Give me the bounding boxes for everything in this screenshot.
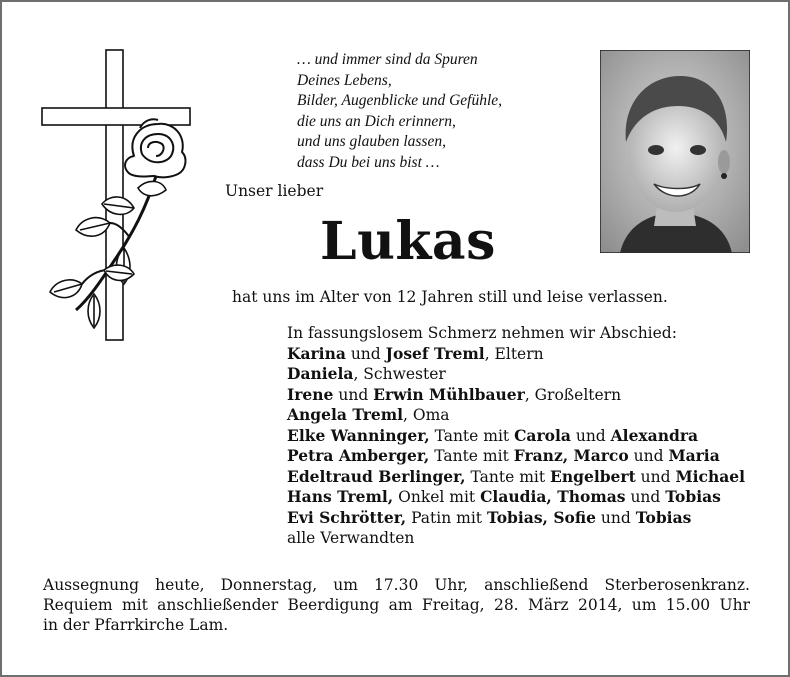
mourner-name: Edeltraud Berlinger, xyxy=(287,466,466,486)
mourner-relation: Onkel mit xyxy=(393,488,481,506)
mourners-heading: In fassungslosem Schmerz nehmen wir Abschied: xyxy=(287,324,677,342)
mourner-relation: und xyxy=(628,447,669,465)
poem-line: … und immer sind da Spuren xyxy=(297,51,478,68)
notice-line: in der Pfarrkirche Lam. xyxy=(43,616,229,634)
notice-line: Requiem mit anschließender Beerdigung am Freitag, 28. März 2014, um 15.00 Uhr xyxy=(43,596,750,614)
mourner-relation: , Schwester xyxy=(353,365,446,383)
mourner-relation: und xyxy=(596,508,636,527)
poem-line: die uns an Dich erinnern, xyxy=(297,112,456,130)
mourner-relation: und xyxy=(570,426,611,445)
cross-with-rose-icon xyxy=(38,48,198,348)
mourner-relation: Tante mit xyxy=(429,426,515,445)
mourner-name: Tobias xyxy=(665,487,721,506)
mourner-relation: und xyxy=(635,467,676,486)
mourner-name: Tobias, Sofie xyxy=(486,507,596,527)
poem-line: Bilder, Augenblicke und Gefühle, xyxy=(297,92,503,109)
poem-line: Deines Lebens, xyxy=(297,71,392,89)
mourner-name: Erwin Mühlbauer xyxy=(373,384,525,404)
mourner-relation: alle Verwandten xyxy=(287,529,415,547)
mourner-name: Petra Amberger, xyxy=(287,446,430,465)
mourner-name: Irene xyxy=(287,384,334,404)
mourner-line xyxy=(287,508,745,529)
mourner-name: Daniela xyxy=(287,364,354,383)
mourner-name: Claudia, Thomas xyxy=(480,487,626,506)
poem-line: und uns glauben lassen, xyxy=(297,133,446,150)
mourner-relation: , Oma xyxy=(403,406,450,424)
mourner-relation: und xyxy=(345,344,386,363)
mourner-relation: , Eltern xyxy=(484,344,544,363)
mourner-name: Evi Schrötter, xyxy=(287,507,407,527)
mourner-lines xyxy=(287,344,745,549)
mourner-name: Josef Treml xyxy=(385,343,485,363)
mourner-line xyxy=(287,467,745,488)
mourner-name: Carola xyxy=(514,425,571,445)
mourner-relation: , Großeltern xyxy=(524,385,622,404)
mourner-line xyxy=(287,385,745,406)
mourner-relation: Tante mit xyxy=(429,447,514,465)
poem-line: dass Du bei uns bist … xyxy=(297,153,440,171)
mourner-relation: Tante mit xyxy=(465,467,551,486)
mourner-name: Franz, Marco xyxy=(513,446,629,465)
mourner-line xyxy=(287,405,745,426)
mourner-name: Engelbert xyxy=(550,466,636,486)
mourner-line xyxy=(287,426,745,447)
mourner-name: Karina xyxy=(287,343,346,363)
portrait-photo xyxy=(600,50,750,253)
mourner-name: Tobias xyxy=(635,507,692,527)
service-notice xyxy=(43,575,750,635)
mourner-line xyxy=(287,446,745,467)
age-line: hat uns im Alter von 12 Jahren still und leise verlassen. xyxy=(232,288,668,306)
mourner-line xyxy=(287,487,745,508)
deceased-name: Lukas xyxy=(320,211,496,272)
mourner-name: Maria xyxy=(668,446,720,465)
mourner-relation: und xyxy=(625,488,666,506)
mourner-name: Alexandra xyxy=(610,425,699,445)
mourner-name: Michael xyxy=(675,466,746,486)
mourner-line xyxy=(287,528,745,549)
mourner-name: Angela Treml xyxy=(287,405,404,424)
mourners-list xyxy=(287,323,745,549)
mourner-line xyxy=(287,364,745,385)
mourner-name: Hans Treml, xyxy=(287,487,394,506)
mourner-line xyxy=(287,344,745,365)
notice-line: Aussegnung heute, Donnerstag, um 17.30 Uhr, anschließend Sterberosenkranz. xyxy=(43,576,750,594)
intro-text: Unser lieber xyxy=(225,182,324,200)
mourner-name: Elke Wanninger, xyxy=(287,425,430,445)
poem xyxy=(297,50,597,173)
mourner-relation: und xyxy=(333,385,374,404)
mourner-relation: Patin mit xyxy=(406,508,487,527)
